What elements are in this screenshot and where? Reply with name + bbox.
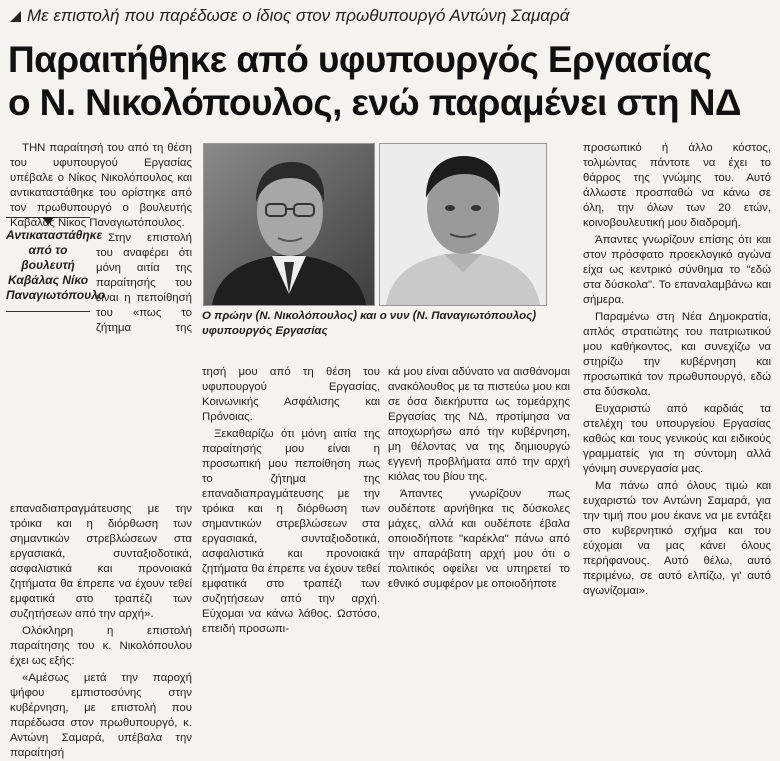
paragraph: Μα πάνω από όλους τιμώ και ευχαριστώ τον Αντώνη Σαμαρά, για την τιμή που μου έκανε να με εντάξει στο κυβερνητικό σχήμα και του εύχομαι να μας κάνει όλους περήφανους. Αυτό θέλω, αυτό περιμένω, σε αυτό ελπίζω, γι' αυτό αγωνίζομαι». <box>583 480 771 597</box>
headline-line-2: ο Ν. Νικολόπουλος, ενώ παραμένει στη ΝΔ <box>8 82 741 123</box>
portrait-image <box>380 144 546 305</box>
photo-caption: Ο πρώην (Ν. Νικολόπουλος) και ο νυν (Ν. Παναγιωτόπουλος) υφυπουργός Εργασίας <box>202 310 537 337</box>
paragraph: Παραμένω στη Νέα Δημοκρατία, απλός στρατιώτης του πατριωτικού μου καθήκοντος, και συνεχίζω να στηρίζω την κυβέρνηση και προσωπικά τον πρωθυπουργό, εδώ στα δύσκολα. <box>583 311 771 398</box>
pullquote-text: Αντικαταστάθηκε από το βουλευτή Καβάλας Νίκο Παναγιωτόπουλο <box>6 228 106 302</box>
portrait-image <box>204 144 374 305</box>
article-headline <box>8 38 778 124</box>
paragraph: Ευχαριστώ από καρδιάς τα στελέχη του υπουργείου Εργασίας καθώς και τους γενικούς και ειδικούς γραμματείς για τη σύντομη αλλά γόνιμη συνεργασία μας. <box>583 403 771 475</box>
article-column-2 <box>202 365 380 635</box>
paragraph: τησή μου από τη θέση του υφυπουργού Εργασίας, Κοινωνικής Ασφάλισης και Πρόνοιας. <box>202 366 380 423</box>
triangle-bullet-icon <box>10 11 21 22</box>
kicker-text: Με επιστολή που παρέδωσε ο ίδιος στον πρωθυπουργό Αντώνη Σαμαρά <box>27 6 570 25</box>
article-column-4 <box>583 141 771 597</box>
paragraph: Άπαντες γνωρίζουν πως ουδέποτε αρνήθηκα τις δύσκολες μάχες, αλλά και ουδέποτε έβαλα οποιοδήποτε "καρέκλα" πάνω από την απαράβατη αρχή μου ότι ο πολιτικός οφείλει να υπηρετεί το εθνικό συμφέρον με οποιοδήποτε <box>388 488 570 590</box>
article-kicker <box>10 6 569 26</box>
article-column-3 <box>388 365 570 590</box>
pullquote <box>6 217 106 312</box>
article-column-1 <box>10 141 192 759</box>
paragraph: Στην επιστολή του αναφέρει ότι μόνη αιτία της παραίτησής του είναι η πεποίθησή του «πως το ζήτημα της επαναδιαπραγμάτευσης με την τρόικα και η διόρθωση των σημαντικών στρεβλώσεων στα εργασιακά, συνταξιοδοτικά, ασφαλιστικά και προνοιακά ζητήματα θα έπρεπε να έχουν τεθεί εμφατικά στο τραπέζι των συζητήσεων από την αρχή». <box>10 232 192 620</box>
paragraph: κά μου είναι αδύνατο να αισθάνομαι ανακόλουθος με τα πιστεύω μου και σε όσα διεκήρυττα ως τομεάρχης Εργασίας της ΝΔ, προτίμησα να αποχωρήσω από την κυβέρνηση, μη θέλοντας να της δημιουργώ εγγενή προβλήματα από την αρχή κιόλας του βίου της. <box>388 366 570 483</box>
triangle-down-icon <box>42 217 54 225</box>
paragraph: ΤΗΝ παραίτησή του από τη θέση του υφυπουργού Εργασίας υπέβαλε ο Νίκος Νικολόπουλος και αντικαταστάθηκε του ορίστηκε από τον πρωθυπουργό ο βουλευτής Καβάλας Νίκος Παναγιωτόπουλος. <box>10 142 192 229</box>
photo-nikolopoulos <box>203 143 375 306</box>
headline-line-1: Παραιτήθηκε από υφυπουργός Εργασίας <box>8 39 712 80</box>
paragraph: Ξεκαθαρίζω ότι μόνη αιτία της παραίτησής μου είναι η προσωπική μου πεποίθηση πως το ζήτημα της επαναδιαπραγμάτευσης με την τρόικα και η διόρθωση των σημαντικών στρεβλώσεων στα εργασιακά, συνταξιοδοτικά, ασφαλιστικά και προνοιακά ζητήματα θα έπρεπε να έχουν τεθεί εμφατικά στο τραπέζι των συζητήσεων από την αρχή. Εύχομαι να κάνω λάθος. Ωστόσο, επειδή προσωπι- <box>202 428 380 635</box>
photo-panagiotopoulos <box>379 143 547 306</box>
paragraph: Άπαντες γνωρίζουν επίσης ότι και στον πρόσφατο προεκλογικό αγώνα είχα ως κεντρικό σύνθημα το "εδώ στα δύσκολα". Το επαναλαμβάνω και σήμερα. <box>583 234 771 306</box>
paragraph: προσωπικό ή άλλο κόστος, τολμώντας πάντοτε να έχει το θάρρος της γνώμης του. Αυτό άλλωστε προσπαθώ να κάνω σε όλη, την όλων των 20 ετών, κοινοβουλευτική μου διαδρομή. <box>583 142 771 229</box>
paragraph: Ολόκληρη η επιστολή παραίτησης του κ. Νικολόπουλου έχει ως εξής: <box>10 625 192 667</box>
pullquote-space <box>10 297 96 502</box>
paragraph: «Αμέσως μετά την παροχή ψήφου εμπιστοσύνης στην κυβέρνηση, με επιστολή που παρέδωσα στον πρωθυπουργό, κ. Αντώνη Σαμαρά, υπέβαλα την παραίτησή <box>10 672 192 759</box>
